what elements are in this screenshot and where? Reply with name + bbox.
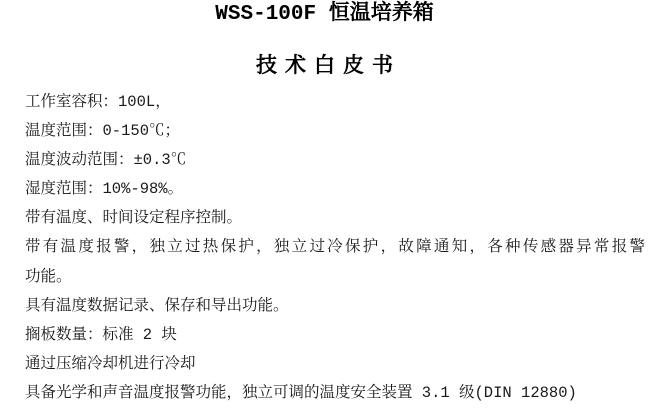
- spec-line-humidity-range: 湿度范围：10%-98%。: [25, 180, 184, 199]
- document-title: WSS-100F 恒温培养箱: [215, 3, 434, 26]
- spec-line-alarm-protection: 带有温度报警，独立过热保护，独立过冷保护，故障通知，各种传感器异常报警: [25, 238, 645, 257]
- spec-line-temp-range: 温度范围：0-150℃；: [25, 122, 181, 141]
- spec-line-temp-fluctuation: 温度波动范围：±0.3℃: [25, 151, 187, 170]
- spec-list: [0, 88, 649, 408]
- spec-line-data-logging: 具有温度数据记录、保存和导出功能。: [25, 296, 289, 315]
- spec-line-capacity: 工作室容积：100L，: [25, 93, 171, 111]
- spec-line-alarm-protection-cont: 功能。: [25, 267, 72, 286]
- spec-line-shelves: 搁板数量：标准 2 块: [25, 325, 177, 344]
- document-subtitle: 技术白皮书: [256, 56, 401, 79]
- spec-line-compressor-cooling: 通过压缩冷却机进行冷却: [25, 354, 196, 373]
- spec-line-safety-device: 具备光学和声音温度报警功能，独立可调的温度安全装置 3.1 级(DIN 12880): [25, 383, 577, 402]
- spec-line-program-control: 带有温度、时间设定程序控制。: [25, 209, 243, 228]
